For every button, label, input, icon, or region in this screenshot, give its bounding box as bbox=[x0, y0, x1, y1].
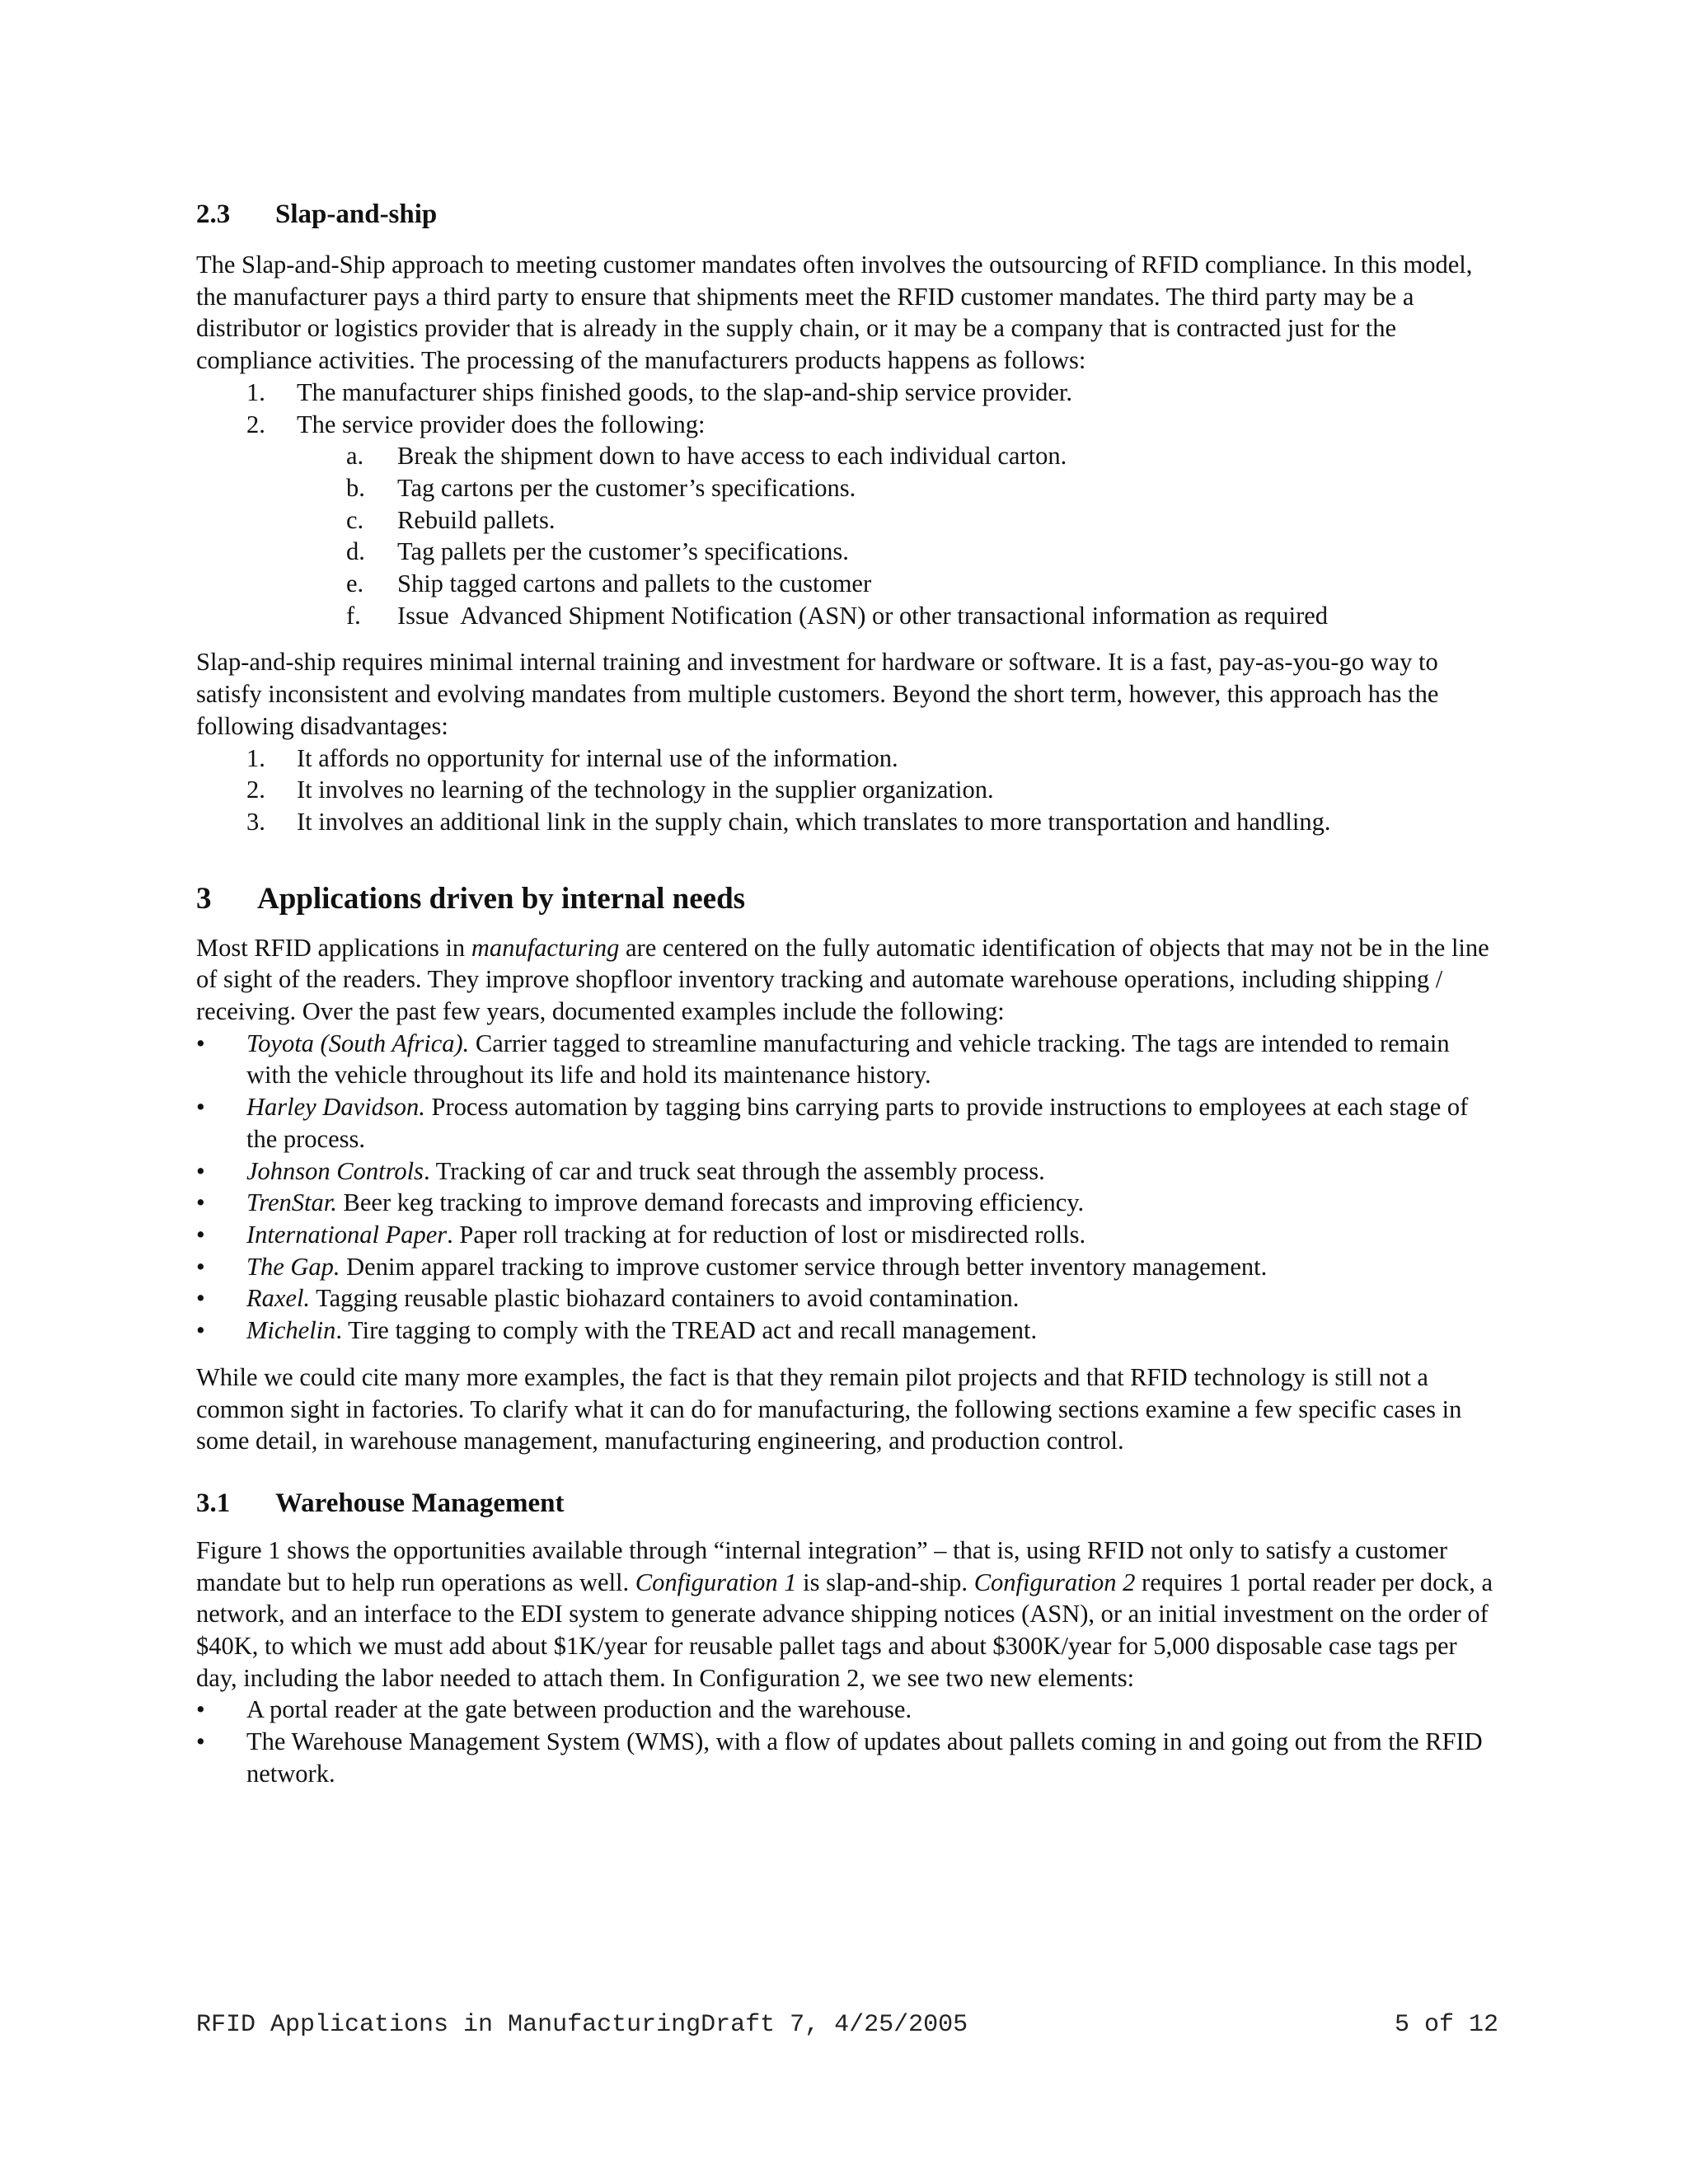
list-item bbox=[196, 1251, 1498, 1283]
bullet-icon: • bbox=[196, 1695, 205, 1724]
example-text: Denim apparel tracking to improve customer service through better inventory management. bbox=[340, 1252, 1268, 1281]
bullet-list bbox=[196, 1028, 1498, 1347]
list-item bbox=[196, 1219, 1498, 1251]
list-marker: 1. bbox=[246, 377, 265, 406]
list-item bbox=[196, 1091, 1498, 1155]
list-item bbox=[196, 806, 1498, 838]
example-text: . Paper roll tracking at for reduction of lost or misdirected rolls. bbox=[447, 1220, 1086, 1249]
list-item-text: Tag pallets per the customer’s specifications. bbox=[397, 537, 849, 566]
bullet-icon: • bbox=[196, 1188, 205, 1217]
section-heading-3-1 bbox=[196, 1487, 1498, 1520]
list-item bbox=[196, 409, 1498, 441]
list-item bbox=[196, 1315, 1498, 1347]
example-name: Michelin bbox=[246, 1316, 336, 1345]
section-title: Applications driven by internal needs bbox=[257, 881, 746, 916]
list-item-text: Break the shipment down to have access to each individual carton. bbox=[397, 442, 1067, 471]
list-item-text: A portal reader at the gate between production and the warehouse. bbox=[246, 1695, 912, 1724]
list-item bbox=[196, 536, 1498, 568]
section-title: Slap-and-ship bbox=[275, 199, 438, 229]
list-item bbox=[196, 1282, 1498, 1315]
list-item bbox=[196, 1694, 1498, 1726]
list-item-text: The service provider does the following: bbox=[297, 410, 706, 438]
list-marker: 2. bbox=[246, 410, 265, 438]
numbered-list bbox=[196, 743, 1498, 838]
paragraph: While we could cite many more examples, the fact is that they remain pilot projects and that RFID technology is still not a common sight in factories. To clarify what it can do for manufacturing, the following sections examine a few specific cases in some detail, in warehouse management, manufacturing engineering, and production control. bbox=[196, 1362, 1462, 1455]
list-marker: 2. bbox=[246, 776, 265, 804]
emphasis-text: Configuration 1 bbox=[635, 1568, 797, 1596]
lettered-list bbox=[196, 440, 1498, 631]
list-marker: a. bbox=[346, 442, 364, 471]
bullet-icon: • bbox=[196, 1156, 205, 1185]
list-marker: d. bbox=[346, 537, 365, 566]
section-number: 3 bbox=[196, 881, 212, 916]
text-run: are centered on the fully automatic identification of objects that may not be in the line of sight of the readers. They improve shopfloor inventory tracking and automate warehouse operations, including shipping / receiving. Over the past few years, documented examples include the following: bbox=[196, 933, 1489, 1026]
list-item bbox=[196, 1155, 1498, 1188]
page-footer bbox=[196, 2011, 1498, 2039]
list-item bbox=[196, 1726, 1498, 1789]
page-number: 5 of 12 bbox=[1394, 2011, 1498, 2039]
example-name: Harley Davidson. bbox=[246, 1093, 425, 1122]
example-text: . Tracking of car and truck seat through the assembly process. bbox=[423, 1156, 1045, 1185]
list-item-text: It involves an additional link in the supply chain, which translates to more transportation and handling. bbox=[297, 807, 1331, 836]
section-title: Warehouse Management bbox=[275, 1488, 565, 1518]
example-name: Johnson Controls bbox=[246, 1156, 424, 1185]
example-name: Raxel. bbox=[246, 1284, 311, 1313]
example-text: Process automation by tagging bins carrying parts to provide instructions to employees at each stage of the process. bbox=[246, 1093, 1469, 1153]
example-name: Toyota (South Africa). bbox=[246, 1029, 470, 1057]
list-item-text: Ship tagged cartons and pallets to the customer bbox=[397, 569, 872, 598]
list-item-text: Tag cartons per the customer’s specifications. bbox=[397, 473, 856, 502]
text-run: requires 1 portal reader per dock, a network, and an interface to the EDI system to generate advance shipping notices (ASN), or an initial investment on the order of $40K, to which we must add about $1K/year for reusable pallet tags and about $300K/year for 5,000 disposable case tags per day, including the labor needed to attach them. In Configuration 2, we see two new elements: bbox=[196, 1568, 1493, 1692]
paragraph bbox=[196, 1535, 1498, 1694]
section-number: 2.3 bbox=[196, 199, 231, 229]
list-item bbox=[196, 1028, 1498, 1091]
list-item bbox=[196, 472, 1498, 504]
paragraph bbox=[196, 932, 1498, 1028]
example-name: TrenStar. bbox=[246, 1188, 337, 1217]
section-number: 3.1 bbox=[196, 1488, 231, 1518]
text-run: is slap-and-ship. bbox=[796, 1568, 974, 1596]
paragraph: The Slap-and-Ship approach to meeting customer mandates often involves the outsourcing of RFID compliance. In this model, the manufacturer pays a third party to ensure that shipments meet the RFID customer mandates. The third party may be a distributor or logistics provider that is already in the supply chain, or it may be a company that is contracted just for the compliance activities. The processing of the manufacturers products happens as follows: bbox=[196, 251, 1473, 375]
example-text: Carrier tagged to streamline manufacturing and vehicle tracking. The tags are intended to remain with the vehicle throughout its life and hold its maintenance history. bbox=[246, 1029, 1450, 1090]
list-item bbox=[196, 568, 1498, 600]
example-text: Beer keg tracking to improve demand forecasts and improving efficiency. bbox=[336, 1188, 1085, 1217]
bullet-list bbox=[196, 1694, 1498, 1789]
list-item-text: The Warehouse Management System (WMS), with a flow of updates about pallets coming in and going out from the RFID network. bbox=[246, 1727, 1483, 1788]
numbered-list bbox=[196, 377, 1498, 440]
list-item bbox=[196, 774, 1498, 806]
page-content bbox=[196, 198, 1498, 1790]
example-name: The Gap. bbox=[246, 1252, 340, 1281]
list-marker: e. bbox=[346, 569, 364, 598]
bullet-icon: • bbox=[196, 1220, 205, 1249]
paragraph: Slap-and-ship requires minimal internal training and investment for hardware or software. It is a fast, pay-as-you-go way to satisfy inconsistent and evolving mandates from multiple customers. Beyond the short term, however, this approach has the following disadvantages: bbox=[196, 648, 1439, 740]
example-name: International Paper bbox=[246, 1220, 448, 1249]
list-item bbox=[196, 743, 1498, 775]
example-text: . Tire tagging to comply with the TREAD act and recall management. bbox=[335, 1316, 1038, 1345]
example-text: Tagging reusable plastic biohazard containers to avoid contamination. bbox=[310, 1284, 1020, 1313]
list-item bbox=[196, 440, 1498, 472]
list-marker: 1. bbox=[246, 743, 265, 772]
list-item-text: Issue Advanced Shipment Notification (ASN) or other transactional information as required bbox=[397, 601, 1329, 630]
list-item bbox=[196, 1187, 1498, 1219]
list-marker: c. bbox=[346, 505, 364, 534]
emphasis-text: manufacturing bbox=[471, 933, 620, 962]
list-item-text: It affords no opportunity for internal use of the information. bbox=[297, 743, 898, 772]
list-item-text: Rebuild pallets. bbox=[397, 505, 556, 534]
emphasis-text: Configuration 2 bbox=[973, 1568, 1136, 1596]
footer-title: RFID Applications in ManufacturingDraft 7, 4/25/2005 bbox=[196, 2011, 968, 2039]
list-marker: f. bbox=[346, 601, 361, 630]
list-item bbox=[196, 504, 1498, 537]
list-item bbox=[196, 600, 1498, 632]
section-heading-2-3 bbox=[196, 198, 1498, 231]
bullet-icon: • bbox=[196, 1316, 205, 1345]
list-marker: 3. bbox=[246, 807, 265, 836]
text-run: Most RFID applications in bbox=[196, 933, 471, 962]
list-marker: b. bbox=[346, 473, 365, 502]
section-heading-3 bbox=[196, 881, 1498, 917]
bullet-icon: • bbox=[196, 1093, 205, 1122]
list-item-text: It involves no learning of the technology in the supplier organization. bbox=[297, 776, 994, 804]
text-run: Figure 1 shows the opportunities available through “internal integration” – that is, using RFID not only to satisfy a customer mandate but to help run operations as well. bbox=[196, 1535, 1447, 1596]
bullet-icon: • bbox=[196, 1029, 205, 1057]
bullet-icon: • bbox=[196, 1252, 205, 1281]
list-item-text: The manufacturer ships finished goods, to the slap-and-ship service provider. bbox=[297, 377, 1073, 406]
bullet-icon: • bbox=[196, 1727, 205, 1756]
list-item bbox=[196, 377, 1498, 409]
bullet-icon: • bbox=[196, 1284, 205, 1313]
